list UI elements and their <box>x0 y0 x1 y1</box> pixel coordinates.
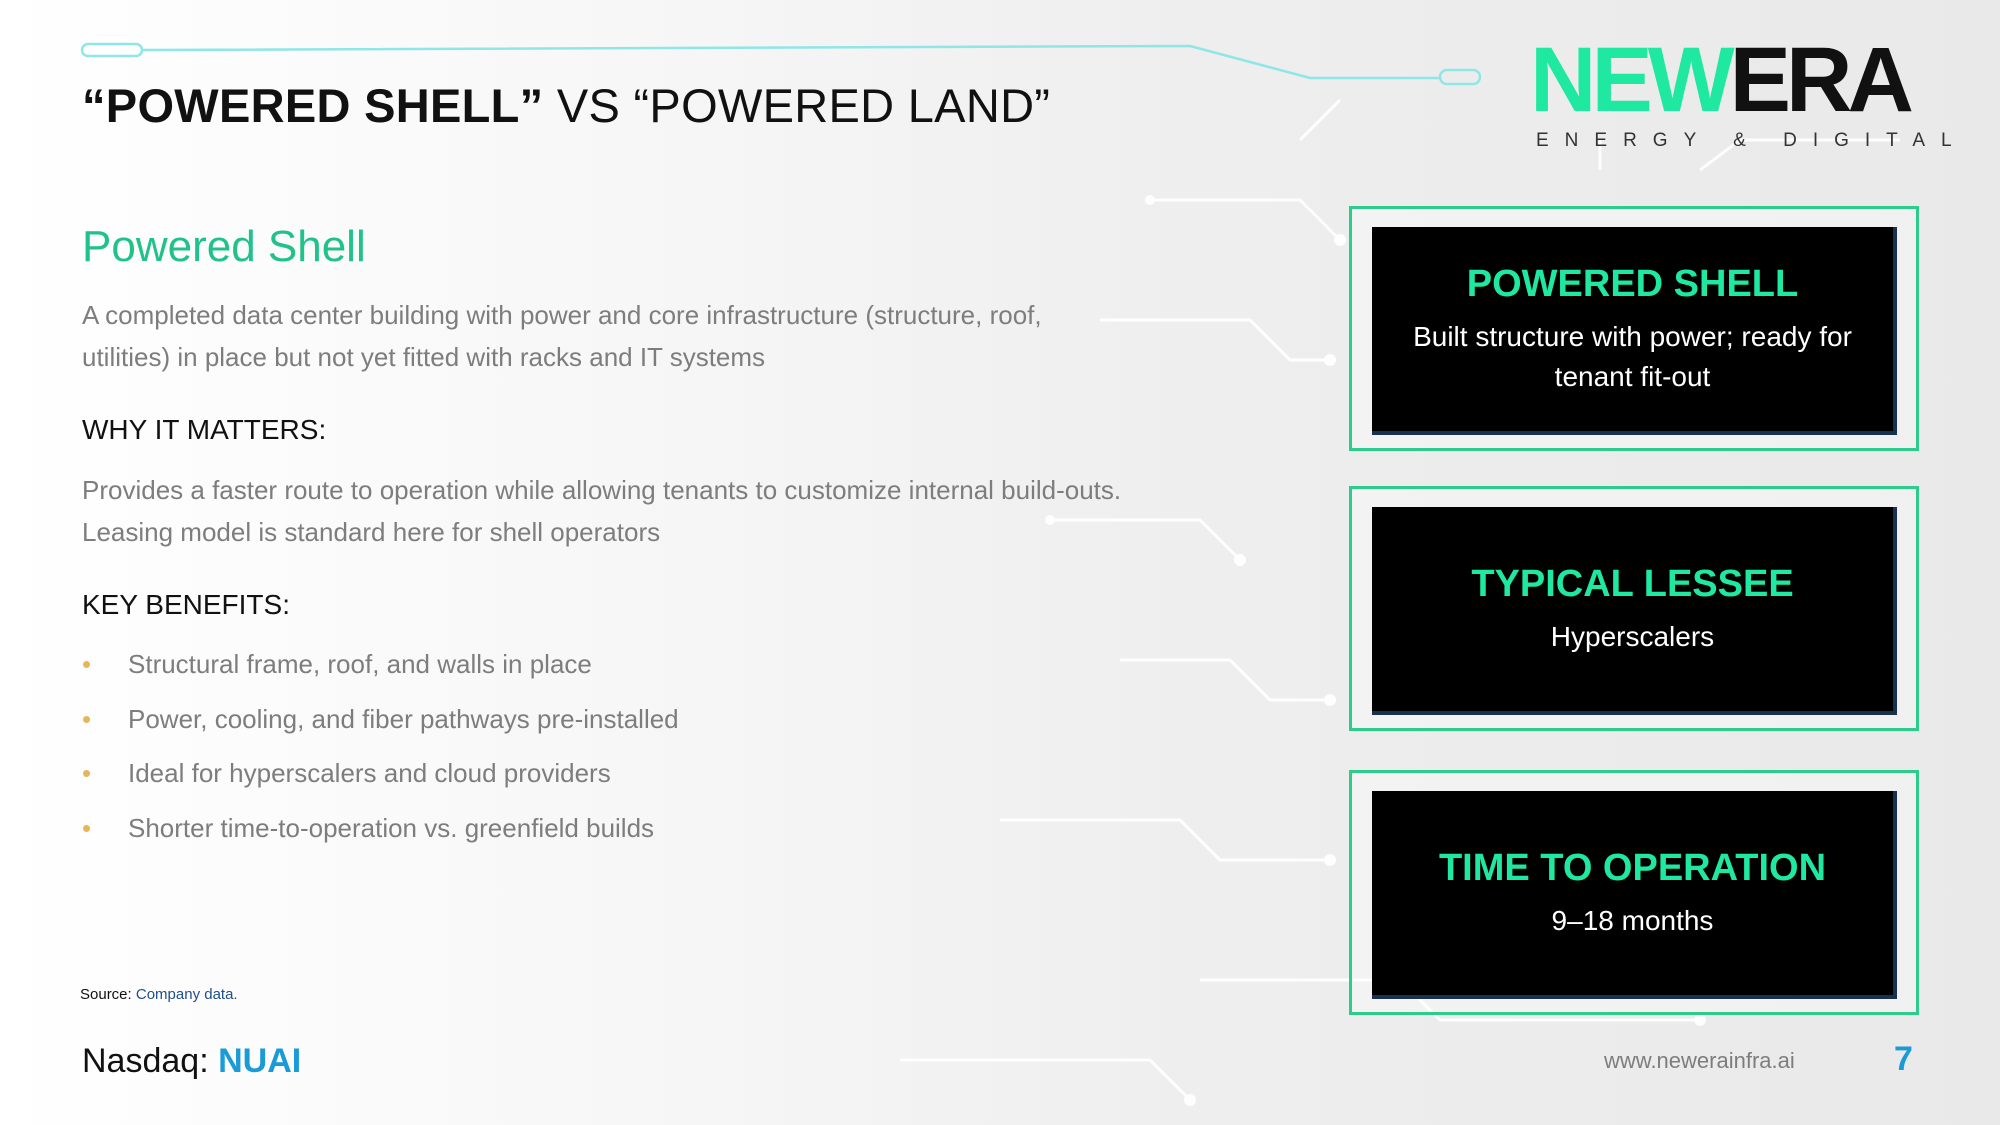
card-title: TIME TO OPERATION <box>1438 847 1827 889</box>
source-note <box>80 986 238 1003</box>
source-text: Company data. <box>135 986 238 1003</box>
bullet-icon: • <box>82 812 92 843</box>
card-powered-shell <box>1349 206 1919 451</box>
card-time-to-operation <box>1349 770 1919 1015</box>
card-panel <box>1372 791 1897 999</box>
benefit-item <box>82 809 679 864</box>
benefit-item <box>82 700 679 755</box>
key-benefits-heading: KEY BENEFITS: <box>82 589 290 620</box>
benefit-item <box>82 645 679 700</box>
section-title: Powered Shell <box>82 222 366 271</box>
card-panel <box>1372 227 1897 435</box>
why-it-matters-text: Provides a faster route to operation while allowing tenants to customize internal build-outs. Leasing model is standard here for shell operators <box>82 475 1122 547</box>
card-text: Built structure with power; ready for tenant fit-out <box>1413 321 1852 392</box>
logo-word-new: NEW <box>1530 29 1730 131</box>
card-title: POWERED SHELL <box>1466 263 1799 305</box>
benefit-text: Shorter time-to-operation vs. greenfield builds <box>128 812 655 843</box>
logo-wordmark <box>1530 29 1920 131</box>
card-typical-lessee <box>1349 486 1919 731</box>
card-panel <box>1372 507 1897 715</box>
page-number: 7 <box>1894 1040 1913 1078</box>
benefit-text: Ideal for hyperscalers and cloud providers <box>128 758 611 788</box>
key-benefits-list <box>82 645 679 863</box>
newera-logo <box>1530 29 1968 151</box>
title-bold-part: “POWERED SHELL” <box>82 79 544 132</box>
website-url: www.newerainfra.ai <box>1604 1048 1795 1073</box>
card-title: TYPICAL LESSEE <box>1471 563 1794 605</box>
nasdaq-ticker <box>82 1042 301 1081</box>
source-label: Source: <box>80 986 132 1003</box>
card-text: 9–18 months <box>1551 905 1714 936</box>
slide-title <box>82 78 1050 133</box>
bullet-icon: • <box>82 649 92 679</box>
card-text: Hyperscalers <box>1550 621 1715 652</box>
description-text: A completed data center building with power and core infrastructure (structure, roof, utilities) in place but not yet fitted with racks and IT systems <box>82 300 1042 372</box>
bullet-icon: • <box>82 703 92 734</box>
bullet-icon: • <box>82 758 92 788</box>
title-regular-part: VS “POWERED LAND” <box>543 79 1051 132</box>
why-it-matters-heading: WHY IT MATTERS: <box>82 414 327 445</box>
ticker-symbol: NUAI <box>218 1042 302 1080</box>
logo-word-era: ERA <box>1729 29 1909 131</box>
benefit-item <box>82 754 679 809</box>
benefit-text: Structural frame, roof, and walls in place <box>128 649 592 679</box>
nasdaq-label: Nasdaq: <box>82 1042 209 1080</box>
benefit-text: Power, cooling, and fiber pathways pre-installed <box>128 703 679 734</box>
logo-tagline: ENERGY & DIGITAL <box>1536 130 1968 151</box>
